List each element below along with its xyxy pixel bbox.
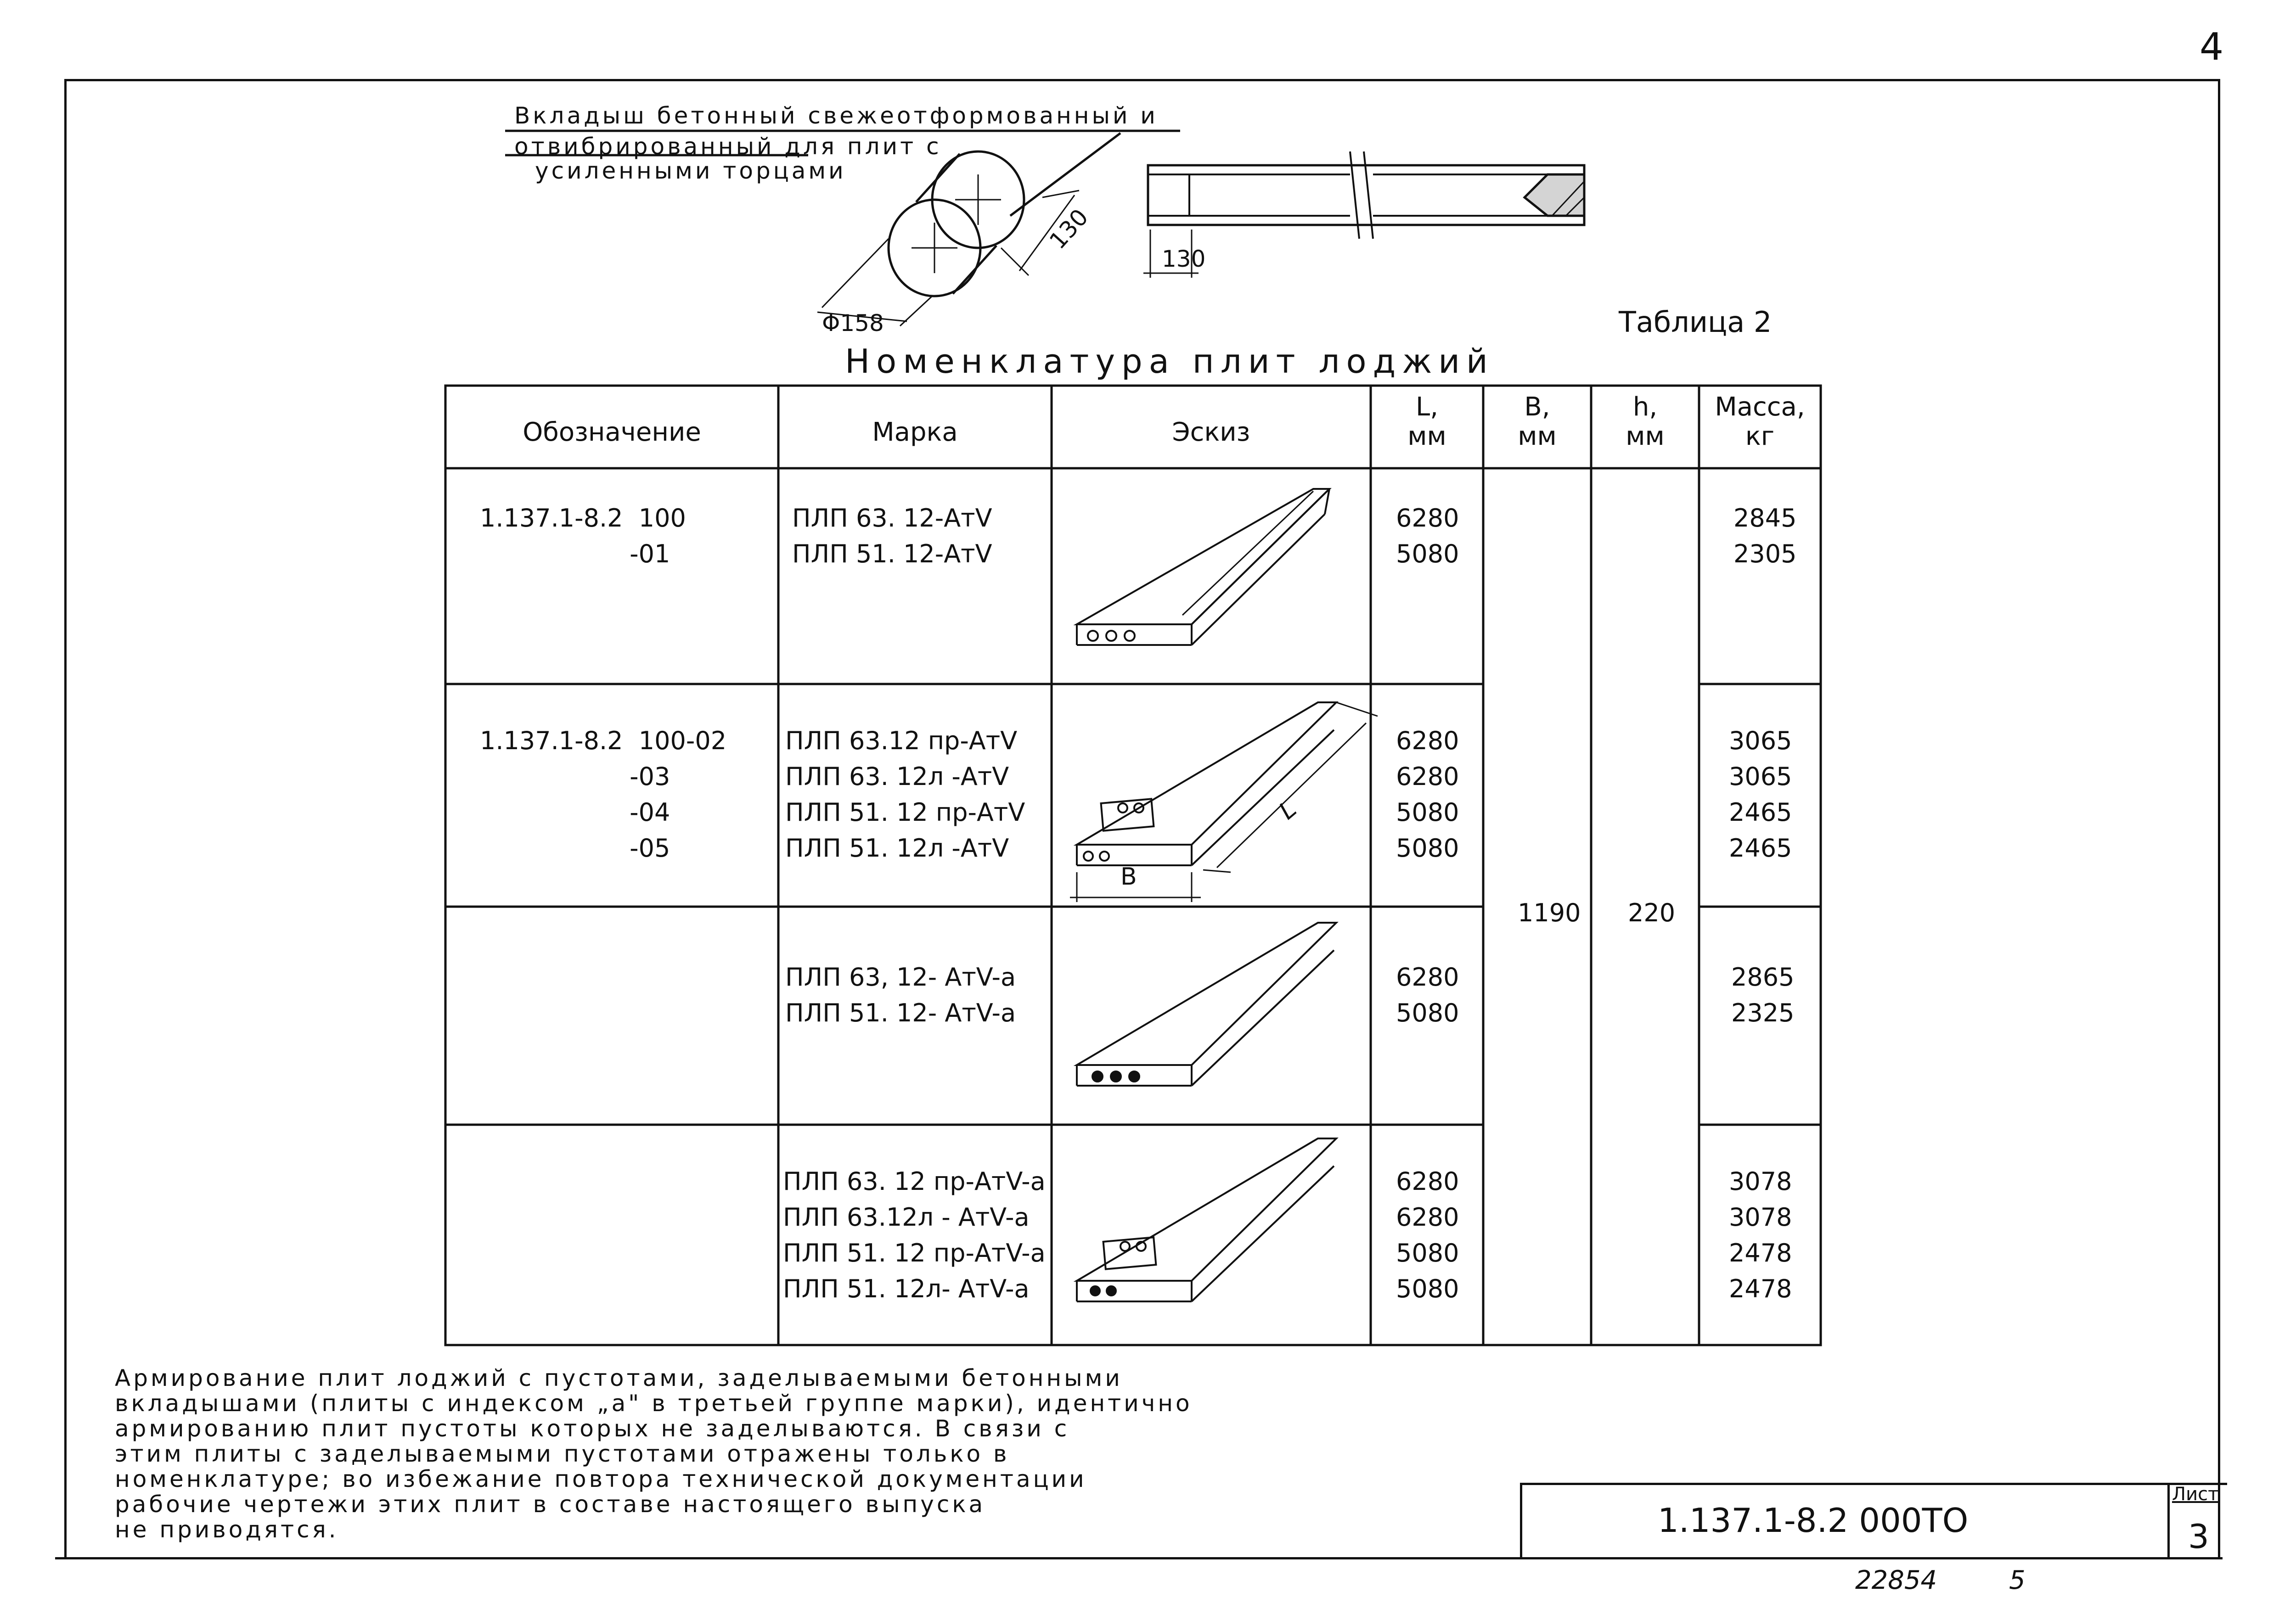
group-1-mass: 2845 2305: [1733, 504, 1797, 568]
slab-sketch-2: [1070, 702, 1378, 902]
note-leader-line: [1010, 133, 1120, 216]
common-height-value: 220: [1628, 898, 1676, 927]
insert-cylinder-sketch: [817, 151, 1079, 326]
sheet-label: Лист: [2172, 1484, 2219, 1505]
common-width-value: 1190: [1518, 898, 1581, 927]
insert-note-line-3: усиленными торцами: [535, 157, 846, 184]
document-code: 1.137.1-8.2 000ТО: [1658, 1501, 1969, 1540]
header-eskiz: Эскиз: [1172, 417, 1250, 447]
footnote-line-4: этим плиты с заделываемыми пустотами отражены только в: [115, 1441, 1010, 1467]
footnote-line-3: армированию плит пустоты которых не заделываются. В связи с: [115, 1415, 1070, 1442]
group-3-length: 6280 5080: [1396, 963, 1459, 1027]
footnote-line-5: номенклатуре; во избежание повтора технической документации: [115, 1466, 1087, 1492]
slab-sketch-4: [1077, 1138, 1336, 1301]
group-2-designation: 1.137.1-8.2 100-02 -03 -04 -05: [480, 726, 727, 863]
header-mass: Масса, кг: [1715, 392, 1805, 452]
group-2-mass: 3065 3065 2465 2465: [1729, 726, 1792, 863]
format-number: 5: [2009, 1565, 2026, 1595]
group-4-marks: ПЛП 63. 12 пр-АтV-а ПЛП 63.12л - АтV-а ПЛП 51. 12 пр-АтV-а ПЛП 51. 12л- АтV-а: [783, 1167, 1046, 1303]
header-marka: Марка: [872, 417, 958, 447]
group-4-length: 6280 6280 5080 5080: [1396, 1167, 1459, 1303]
footnote-line-1: Армирование плит лоджий с пустотами, заделываемыми бетонными: [115, 1365, 1123, 1391]
sketch-width-label: B: [1120, 863, 1137, 891]
table-label: Таблица 2: [1619, 305, 1772, 339]
slab-sketch-3: [1077, 923, 1336, 1086]
page-number: 4: [2200, 25, 2224, 69]
group-1-length: 6280 5080: [1396, 504, 1459, 568]
footnote-line-6: рабочие чертежи этих плит в составе настоящего выпуска: [115, 1491, 986, 1518]
insert-note-line-1: Вкладыш бетонный свежеотформованный и: [514, 102, 1158, 129]
table-title: Номенклатура плит лоджий: [845, 342, 1494, 381]
slab-sketch-1: [1077, 489, 1329, 645]
insert-length-dimension: 130: [1044, 204, 1094, 254]
slab-end-dimension: 130: [1162, 246, 1206, 272]
header-length: L, мм: [1407, 392, 1446, 452]
insert-diameter-dimension: Φ158: [822, 310, 884, 336]
sketch-length-label: L: [1274, 795, 1302, 825]
header-width: B, мм: [1518, 392, 1557, 452]
group-3-marks: ПЛП 63, 12- АтV-а ПЛП 51. 12- АтV-а: [785, 963, 1016, 1027]
insert-note-line-2: отвибрированный для плит с: [514, 133, 942, 160]
footnote-line-7: не приводятся.: [115, 1516, 339, 1543]
header-height: h, мм: [1626, 392, 1665, 452]
header-oboznachenie: Обозначение: [523, 417, 701, 447]
group-1-designation: 1.137.1-8.2 100 -01: [480, 504, 686, 568]
group-3-mass: 2865 2325: [1731, 963, 1795, 1027]
group-1-marks: ПЛП 63. 12-АтV ПЛП 51. 12-АтV: [792, 504, 992, 568]
slab-end-section: [1143, 151, 1584, 278]
group-2-marks: ПЛП 63.12 пр-АтV ПЛП 63. 12л -АтV ПЛП 51. 12 пр-АтV ПЛП 51. 12л -АтV: [785, 726, 1025, 863]
group-2-length: 6280 6280 5080 5080: [1396, 726, 1459, 863]
footnote-line-2: вкладышами (плиты с индексом „а" в третьей группе марки), идентично: [115, 1390, 1193, 1417]
sheet-number: 3: [2188, 1517, 2209, 1556]
group-4-mass: 3078 3078 2478 2478: [1729, 1167, 1792, 1303]
inventory-number: 22854: [1855, 1565, 1937, 1595]
